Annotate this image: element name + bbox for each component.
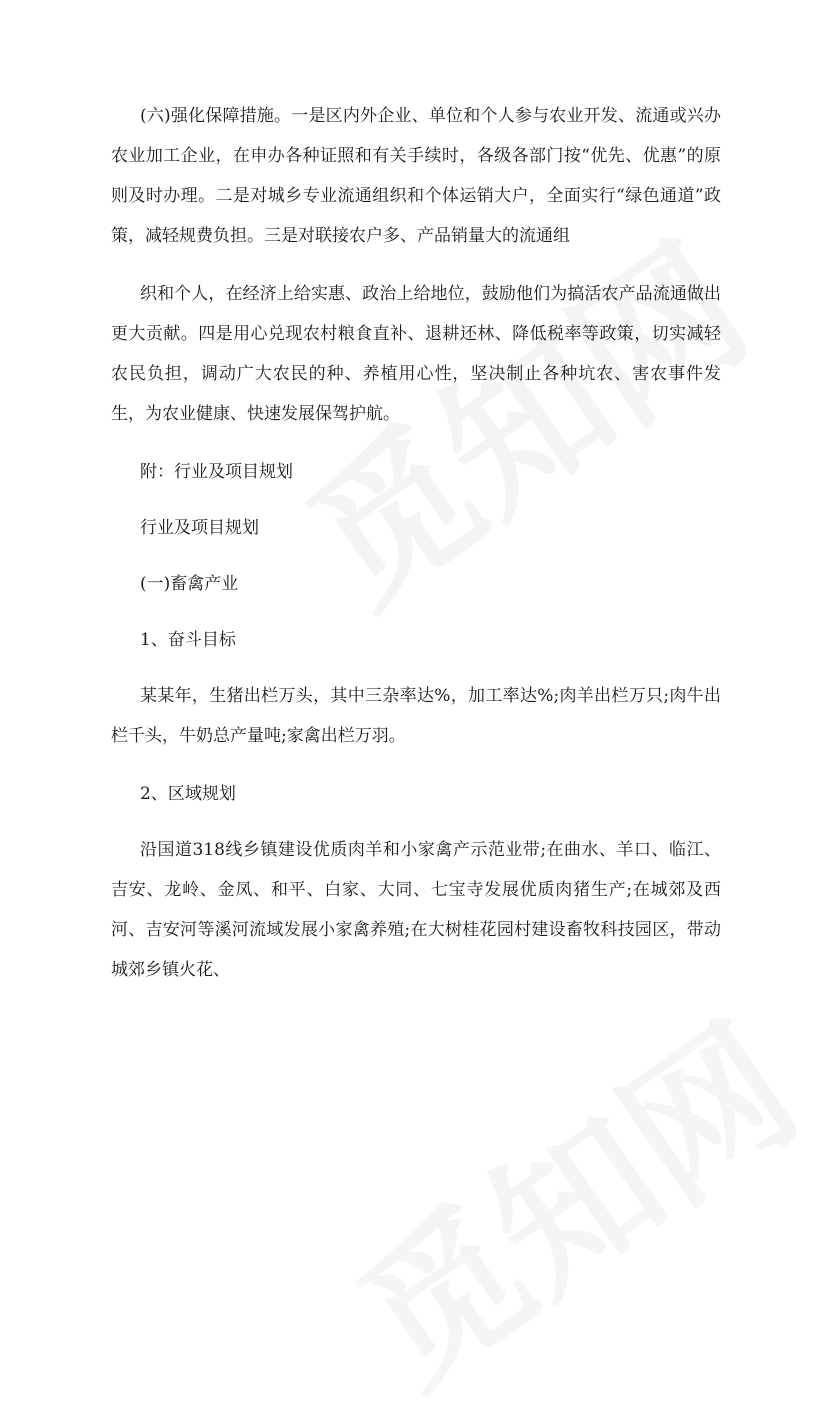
document-body <box>111 96 721 990</box>
section-title: 行业及项目规划 <box>140 518 259 538</box>
item-region-heading: 2、区域规划 <box>140 784 236 804</box>
paragraph-goals: 某某年，生猪出栏万头，其中三杂率达%，加工率达%;肉羊出栏万只;肉牛出栏千头，牛奶总产量吨;家禽出栏万羽。 <box>111 686 721 746</box>
paragraph-region: 沿国道318线乡镇建设优质肉羊和小家禽产示范业带;在曲水、羊口、临江、吉安、龙岭、金凤、和平、白家、大同、七宝寺发展优质肉猪生产;在城郊及西河、吉安河等溪河流域发展小家禽养殖;在大树桂花园村建设畜牧科技园区，带动城郊乡镇火花、 <box>111 840 721 980</box>
subsection-livestock: (一)畜禽产业 <box>140 574 239 594</box>
watermark-lower <box>307 963 830 1427</box>
paragraph-measures-continued: 织和个人，在经济上给实惠、政治上给地位，鼓励他们为搞活农产品流通做出更大贡献。四是用心兑现农村粮食直补、退耕还林、降低税率等政策，切实减轻农民负担，调动广大农民的种、养植用心性，坚决制止各种坑农、害农事件发生，为农业健康、快速发展保驾护航。 <box>111 284 721 424</box>
paragraph-measures: (六)强化保障措施。一是区内外企业、单位和个人参与农业开发、流通或兴办农业加工企业，在申办各种证照和有关手续时，各级各部门按“优先、优惠”的原则及时办理。二是对城乡专业流通组织和个体运销大户，全面实行“绿色通道”政策，减轻规费负担。三是对联接农户多、产品销量大的流通组 <box>111 106 721 246</box>
item-goals-heading: 1、奋斗目标 <box>140 630 236 650</box>
appendix-heading: 附：行业及项目规划 <box>140 462 293 482</box>
